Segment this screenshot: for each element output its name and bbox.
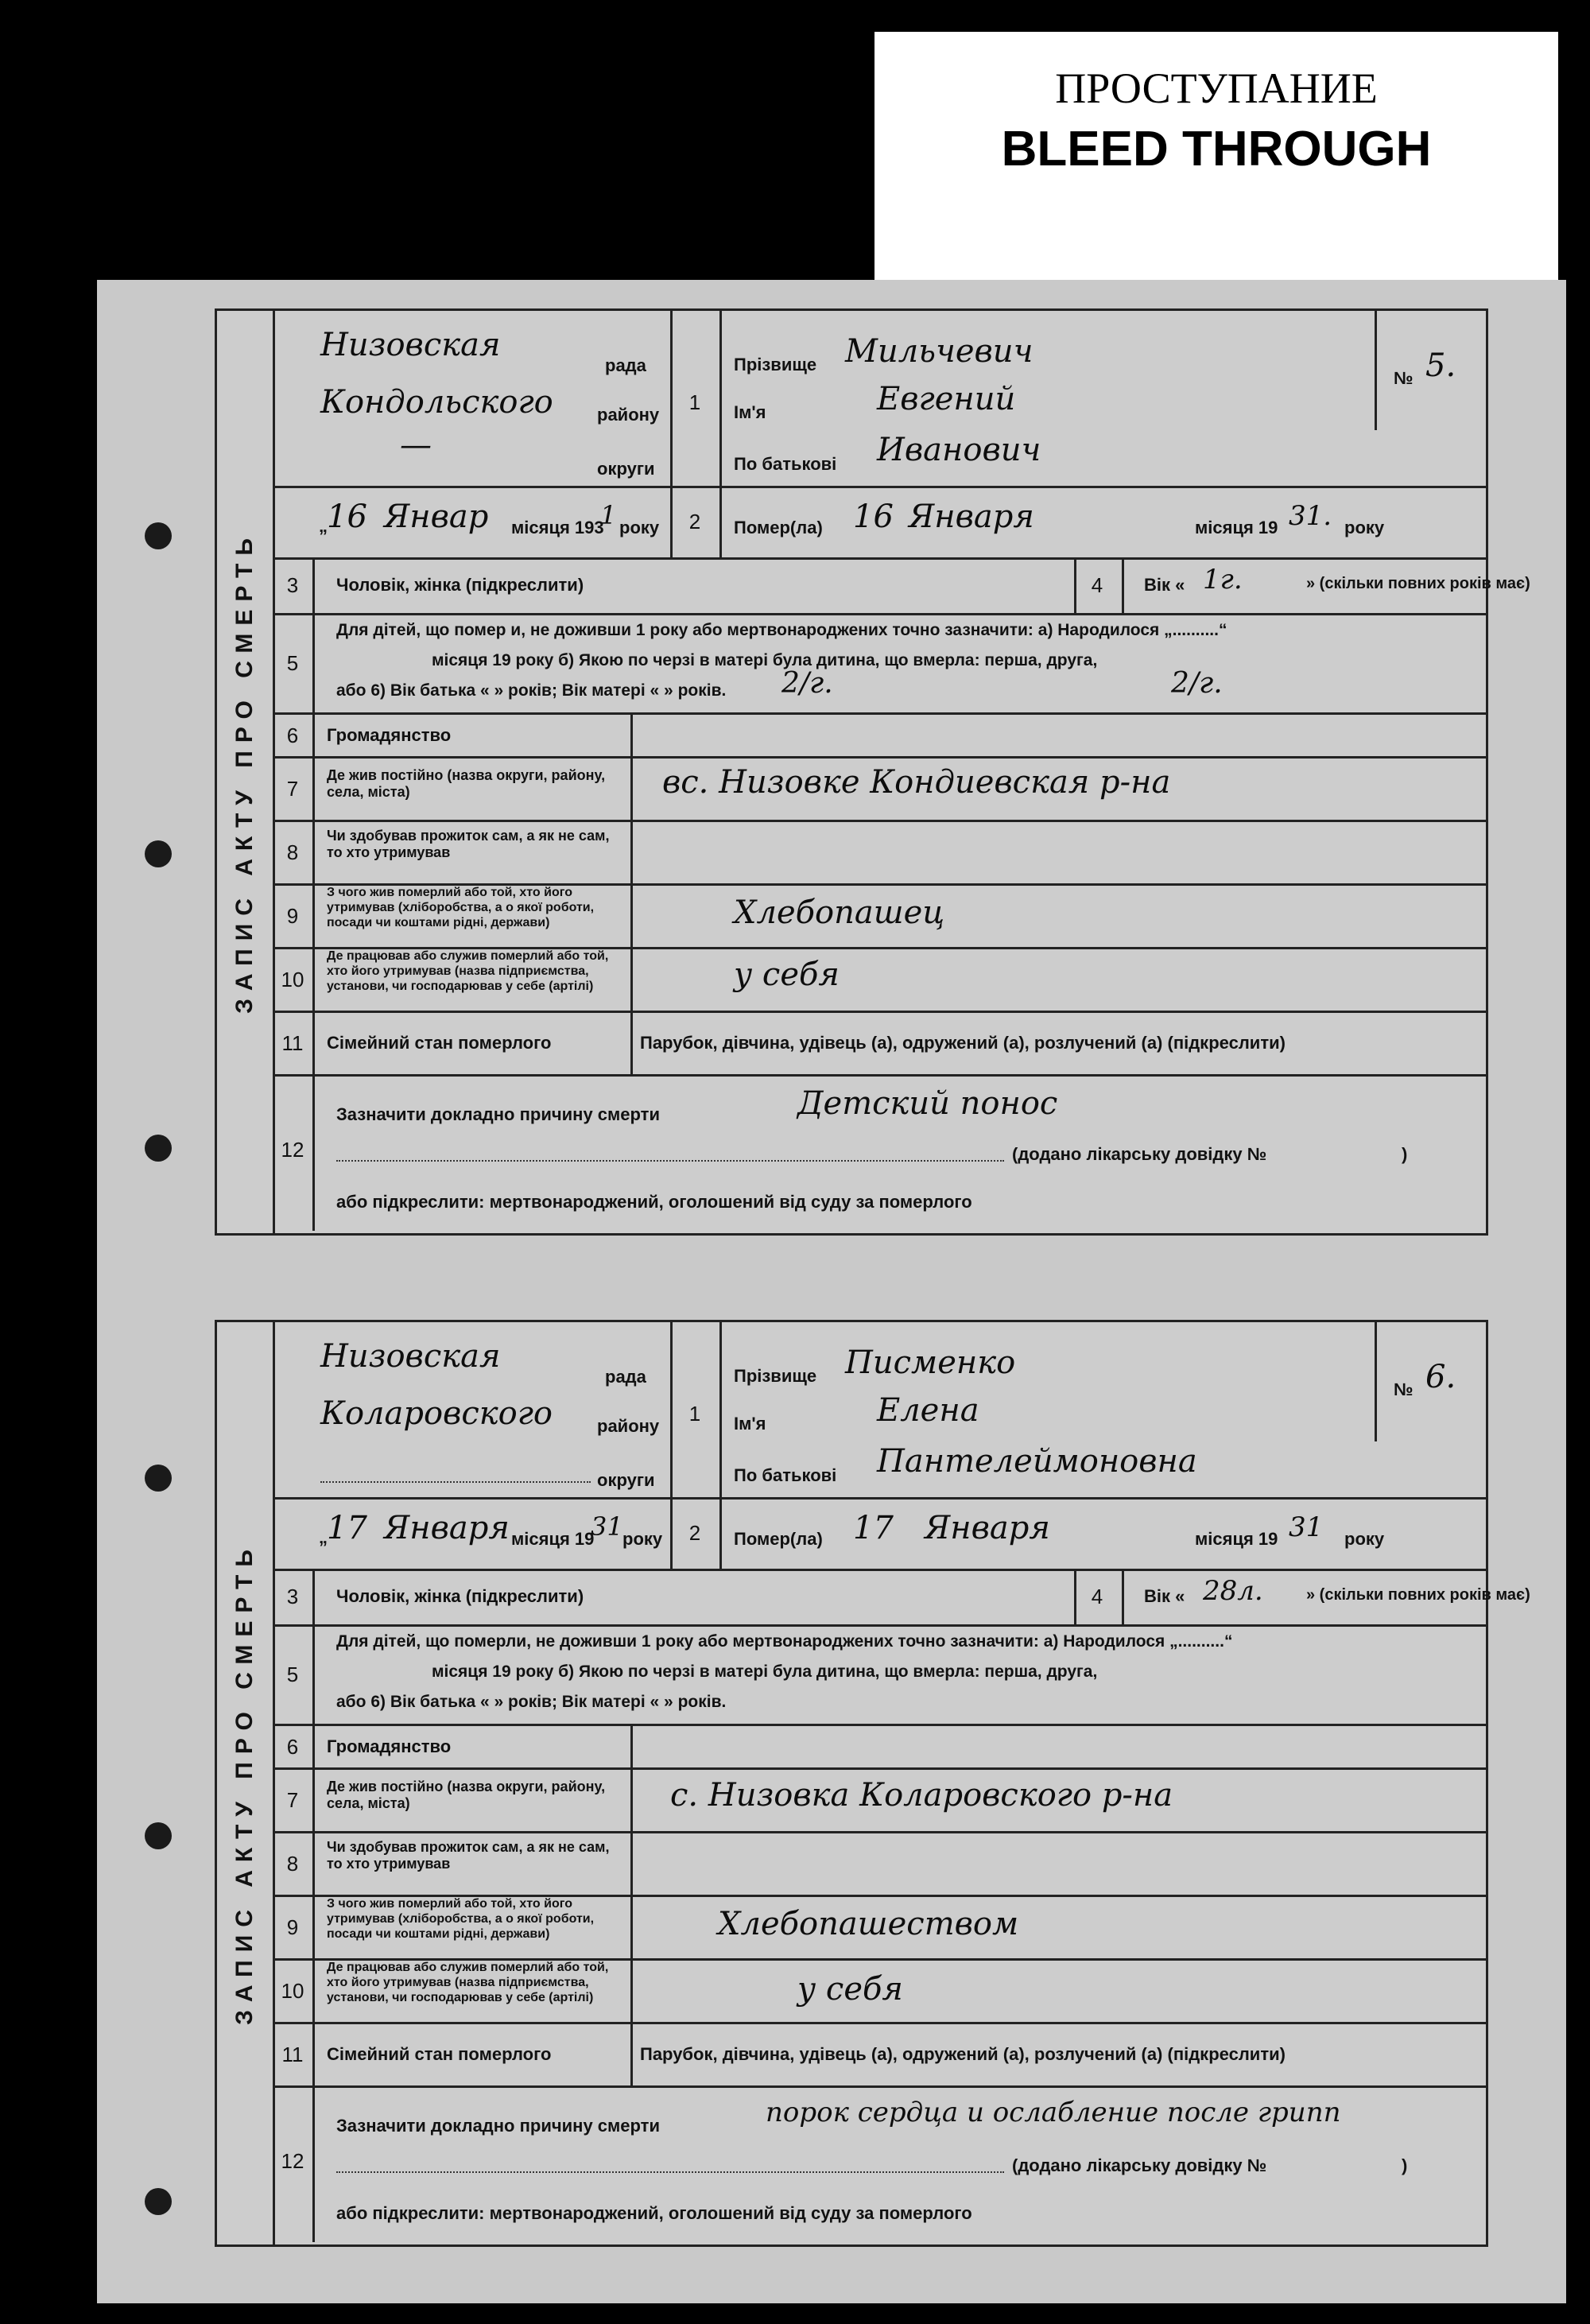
record-side-title: ЗАПИС АКТУ ПРО СМЕРТЬ xyxy=(217,1322,275,2244)
died-day: 17 xyxy=(853,1510,894,1546)
children-line-c: або 6) Вік батька « » років; Вік матері « » років. xyxy=(336,681,727,700)
row-number: 3 xyxy=(286,1585,299,1608)
row-number: 10 xyxy=(281,968,304,991)
row-number: 7 xyxy=(286,1788,299,1812)
punch-hole xyxy=(145,522,172,549)
punch-hole xyxy=(145,1465,172,1492)
cause-value: Детский понос xyxy=(797,1085,1058,1122)
punch-hole xyxy=(145,840,172,867)
raion-value: Кондольского xyxy=(320,384,553,421)
died-mid: місяця 19 xyxy=(1195,518,1278,537)
cause-alternative: або підкреслити: мертвонароджений, оголошений від суду за померлого xyxy=(336,2203,972,2223)
row-number: 9 xyxy=(286,1915,299,1939)
row-number: 1 xyxy=(688,1402,701,1426)
died-month: Января xyxy=(909,499,1034,535)
occupation-value: Хлебопашец xyxy=(734,894,945,931)
row-number: 5 xyxy=(286,651,299,675)
record-number-value: 5. xyxy=(1425,347,1456,384)
died-year: 31. xyxy=(1289,500,1332,532)
name-value: Елена xyxy=(877,1392,979,1429)
row-residence xyxy=(273,1767,1486,1833)
rada-label: рада xyxy=(605,1367,646,1387)
punch-hole xyxy=(145,1822,172,1849)
mother-age: 2/г. xyxy=(1171,667,1223,700)
occupation-label: З чого жив померлий або той, хто його утримував (хліборобства, а о якої роботи, посади чи коштами рідні, держави) xyxy=(327,886,595,929)
age-value: 28л. xyxy=(1203,1575,1263,1607)
rada-value: Низовская xyxy=(320,327,501,363)
died-label: Помер(ла) xyxy=(734,518,823,537)
name-label: Ім'я xyxy=(734,402,766,422)
row-number: 1 xyxy=(688,390,701,414)
died-year: 31 xyxy=(1289,1511,1324,1543)
livelihood-label: Чи здобував прожиток сам, а як не сам, то хто утримував xyxy=(327,828,610,860)
row-dates: „ 16 Январ місяця 193 1 року 2 Помер(ла) 16 Января місяця 19 31. року xyxy=(273,486,1486,560)
residence-label: Де жив постійно (назва округи, району, села, міста) xyxy=(327,1779,606,1811)
okrug-label: округи xyxy=(597,459,655,479)
raion-value: Коларовского xyxy=(320,1395,553,1432)
label-line-2: BLEED THROUGH xyxy=(1001,122,1432,177)
workplace-label: Де працював або служив померлий або той, хто його утримував (назва підприємства, установи, чи господарював у себе (артілі) xyxy=(327,1961,609,2004)
name-label: Ім'я xyxy=(734,1414,766,1434)
residence-value: вс. Низовке Кондиевская р-на xyxy=(662,764,1171,801)
cause-certificate-close: ) xyxy=(1402,1144,1408,1164)
bleed-through-label xyxy=(874,32,1558,286)
age-label: Вік « xyxy=(1144,575,1185,595)
record-date-label: місяця 19 xyxy=(511,1529,595,1549)
row-number: 12 xyxy=(281,1138,304,1162)
okrug-value: — xyxy=(400,427,432,464)
age-tail: » (скільки повних років має) xyxy=(1306,575,1530,592)
died-roku: року xyxy=(1344,518,1385,537)
record-date-month: Январ xyxy=(384,499,489,535)
patronymic-value: Пантелеймоновна xyxy=(877,1443,1197,1480)
cause-label: Зазначити докладно причину смерти xyxy=(336,2116,660,2136)
rada-label: рада xyxy=(605,355,646,375)
cause-alternative: або підкреслити: мертвонароджений, оголошений від суду за померлого xyxy=(336,1192,972,1212)
row-marital xyxy=(273,2022,1486,2088)
row-number: 2 xyxy=(688,1521,701,1545)
children-line-c: або 6) Вік батька « » років; Вік матері « » років. xyxy=(336,1693,727,1711)
died-label: Помер(ла) xyxy=(734,1529,823,1549)
age-tail: » (скільки повних років має) xyxy=(1306,1586,1530,1604)
record-date-year: 31 xyxy=(591,1511,623,1542)
sex-label: Чоловік, жінка (підкреслити) xyxy=(336,575,584,595)
row-marital xyxy=(273,1011,1486,1077)
record-date-roku: року xyxy=(619,518,660,537)
record-date-year: 1 xyxy=(600,500,617,530)
citizenship-label: Громадянство xyxy=(327,1736,452,1756)
row-number: 6 xyxy=(286,724,299,747)
record-date-month: Января xyxy=(384,1510,510,1546)
occupation-label: З чого жив померлий або той, хто його утримував (хліборобства, а о якої роботи, посади чи коштами рідні, держави) xyxy=(327,1897,595,1941)
row-sex-age xyxy=(273,557,1530,615)
children-line-a: Для дітей, що помер и, не доживши 1 року або мертвонароджених точно зазначити: а) Народилося „..........“ xyxy=(336,621,1227,639)
cause-certificate-close: ) xyxy=(1402,2155,1408,2175)
marital-options: Парубок, дівчина, удівець (а), одружений (а), розлучений (а) (підкреслити) xyxy=(640,2044,1286,2064)
surname-value: Мильчевич xyxy=(845,333,1034,370)
okrug-label: округи xyxy=(597,1470,655,1490)
row-children xyxy=(273,1624,1486,1726)
workplace-value: у себя xyxy=(734,956,840,993)
cause-certificate: (додано лікарську довідку № xyxy=(1012,2155,1267,2175)
patronymic-label: По батькові xyxy=(734,1465,837,1485)
raion-label: району xyxy=(597,405,660,425)
died-roku: року xyxy=(1344,1529,1385,1549)
cause-label: Зазначити докладно причину смерти xyxy=(336,1104,660,1124)
death-record-2 xyxy=(215,1320,1530,2247)
row-dates: „ 17 Января місяця 19 31 року 2 Помер(ла) 17 Января місяця 19 31 року xyxy=(273,1497,1486,1571)
row-number: 12 xyxy=(281,2149,304,2173)
patronymic-value: Иванович xyxy=(877,432,1041,468)
row-livelihood xyxy=(273,1831,1486,1897)
residence-value: с. Низовка Коларовского р-на xyxy=(670,1777,1173,1814)
row-number: 2 xyxy=(688,510,701,533)
row-number: 11 xyxy=(281,2043,304,2066)
surname-value: Писменко xyxy=(845,1344,1016,1381)
record-side-title: ЗАПИС АКТУ ПРО СМЕРТЬ xyxy=(217,311,275,1233)
record-number-label: № xyxy=(1394,1379,1414,1399)
row-children xyxy=(273,613,1486,715)
row-sex-age xyxy=(273,1569,1530,1627)
sex-label: Чоловік, жінка (підкреслити) xyxy=(336,1586,584,1606)
father-age: 2/г. xyxy=(781,667,833,700)
died-mid: місяця 19 xyxy=(1195,1529,1278,1549)
raion-label: району xyxy=(597,1416,660,1436)
marital-label: Сімейний стан померлого xyxy=(327,1033,552,1053)
occupation-value: Хлебопашеством xyxy=(718,1906,1019,1942)
row-number: 9 xyxy=(286,904,299,928)
name-value: Евгений xyxy=(877,381,1016,417)
label-line-1: ПРОСТУПАНИЕ xyxy=(1055,64,1378,112)
row-number: 4 xyxy=(1091,1585,1103,1608)
livelihood-label: Чи здобував прожиток сам, а як не сам, то хто утримував xyxy=(327,1839,610,1872)
marital-label: Сімейний стан померлого xyxy=(327,2044,552,2064)
cause-value: порок сердца и ослабление после грипп xyxy=(766,2097,1341,2128)
children-line-b: місяця 19 року б) Якою по черзі в матері була дитина, що вмерла: перша, друга, xyxy=(432,1662,1098,1681)
row-citizenship xyxy=(273,712,1486,759)
rada-value: Низовская xyxy=(320,1338,501,1375)
children-line-b: місяця 19 року б) Якою по черзі в матері була дитина, що вмерла: перша, друга, xyxy=(432,651,1098,669)
row-cause xyxy=(273,2085,1486,2242)
age-label: Вік « xyxy=(1144,1586,1185,1606)
age-value: 1г. xyxy=(1203,564,1243,596)
row-header xyxy=(273,1322,1486,1500)
row-occupation xyxy=(273,883,1486,949)
record-number-value: 6. xyxy=(1425,1359,1456,1395)
children-line-a: Для дітей, що померли, не доживши 1 року або мертвонароджених точно зазначити: а) Народилося „..........“ xyxy=(336,1632,1233,1651)
row-livelihood xyxy=(273,820,1486,886)
punch-hole xyxy=(145,1135,172,1162)
row-cause xyxy=(273,1074,1486,1231)
row-number: 8 xyxy=(286,1852,299,1876)
row-number: 10 xyxy=(281,1979,304,2003)
residence-label: Де жив постійно (назва округи, району, села, міста) xyxy=(327,767,606,800)
marital-options: Парубок, дівчина, удівець (а), одружений (а), розлучений (а) (підкреслити) xyxy=(640,1033,1286,1053)
row-citizenship xyxy=(273,1724,1486,1770)
surname-label: Прізвище xyxy=(734,1366,817,1386)
patronymic-label: По батькові xyxy=(734,454,837,474)
record-date-roku: року xyxy=(622,1529,663,1549)
record-date-day: 16 xyxy=(327,499,367,535)
row-residence xyxy=(273,756,1486,822)
workplace-label: Де працював або служив померлий або той, хто його утримував (назва підприємства, установи, чи господарював у себе (артілі) xyxy=(327,949,609,993)
record-number-label: № xyxy=(1394,368,1414,388)
row-number: 4 xyxy=(1091,573,1103,597)
record-date-label: місяця 193 xyxy=(511,518,604,537)
record-date-day: 17 xyxy=(327,1510,367,1546)
citizenship-label: Громадянство xyxy=(327,725,452,745)
cause-certificate: (додано лікарську довідку № xyxy=(1012,1144,1267,1164)
row-workplace xyxy=(273,947,1486,1013)
row-workplace xyxy=(273,1958,1486,2024)
surname-label: Прізвище xyxy=(734,355,817,374)
died-day: 16 xyxy=(853,499,894,535)
punch-hole xyxy=(145,2188,172,2215)
row-number: 11 xyxy=(281,1031,304,1055)
row-number: 3 xyxy=(286,573,299,597)
row-number: 7 xyxy=(286,777,299,801)
died-month: Января xyxy=(925,1510,1050,1546)
row-occupation xyxy=(273,1895,1486,1961)
row-number: 6 xyxy=(286,1735,299,1759)
row-number: 5 xyxy=(286,1662,299,1686)
row-header xyxy=(273,311,1486,488)
row-number: 8 xyxy=(286,840,299,864)
workplace-value: у себя xyxy=(797,1971,903,2008)
death-record-1 xyxy=(215,308,1530,1236)
